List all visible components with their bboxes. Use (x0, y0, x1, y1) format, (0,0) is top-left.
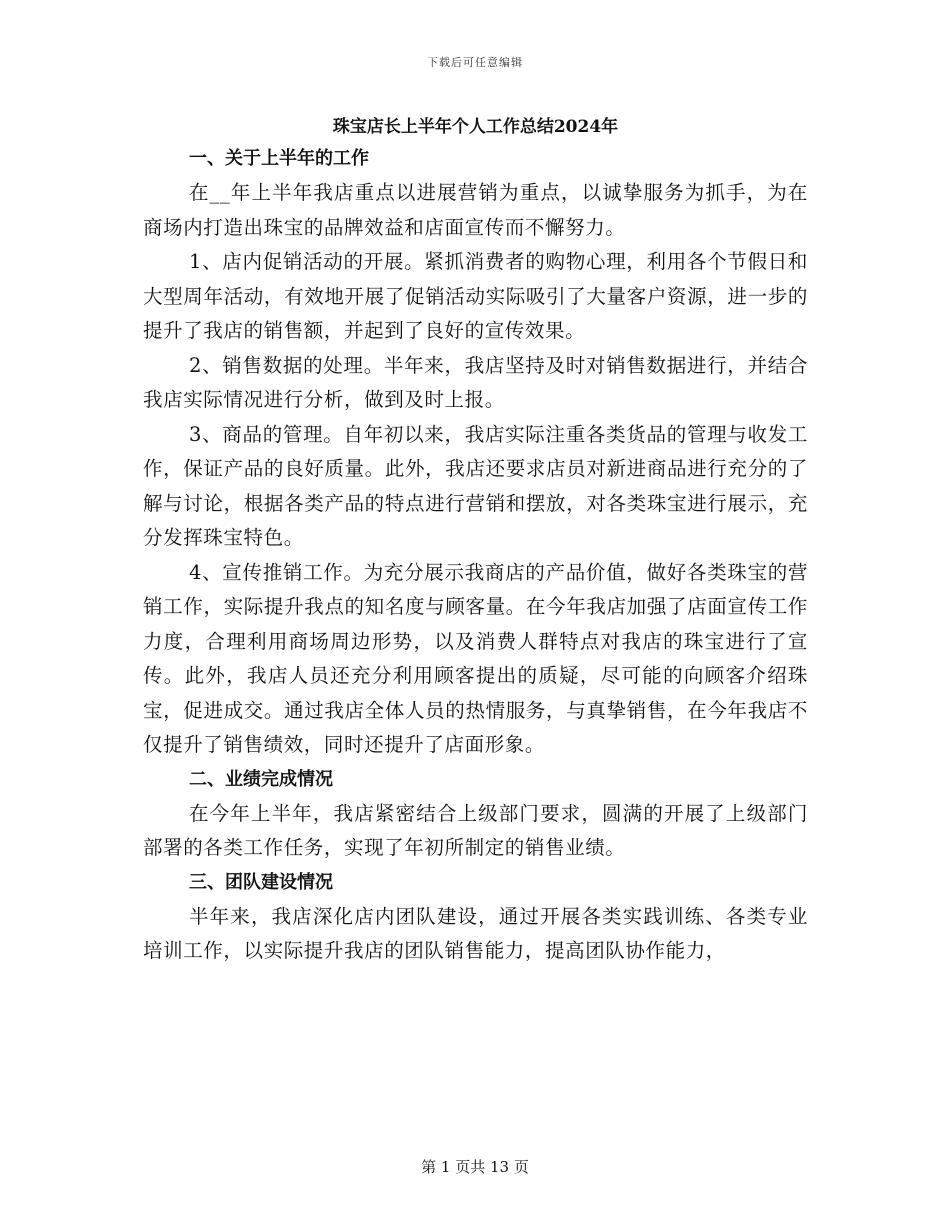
section-1-paragraph-4: 3、商品的管理。自年初以来，我店实际注重各类货品的管理与收发工作，保证产品的良好质量。此外，我店还要求店员对新进商品进行充分的了解与讨论，根据各类产品的特点进行营销和摆放，对各类珠宝进行展示，充分发挥珠宝特色。 (143, 422, 808, 549)
document-body (143, 112, 808, 969)
section-1-paragraph-5: 4、宣传推销工作。为充分展示我商店的产品价值，做好各类珠宝的营销工作，实际提升我点的知名度与顾客量。在今年我店加强了店面宣传工作力度，合理利用商场周边形势，以及消费人群特点对我店的珠宝进行了宣传。此外，我店人员还充分利用顾客提出的质疑，尽可能的向顾客介绍珠宝，促进成交。通过我店全体人员的热情服务，与真挚销售，在今年我店不仅提升了销售绩效，同时还提升了店面形象。 (143, 560, 808, 756)
section-1-paragraph-2: 1、店内促销活动的开展。紧抓消费者的购物心理，利用各个节假日和大型周年活动，有效地开展了促销活动实际吸引了大量客户资源，进一步的提升了我店的销售额，并起到了良好的宣传效果。 (143, 250, 808, 342)
page-footer: 第 1 页共 13 页 (421, 1158, 529, 1176)
section-heading-2: 二、业绩完成情况 (189, 768, 333, 790)
section-heading-1: 一、关于上半年的工作 (189, 148, 369, 169)
document-title: 珠宝店长上半年个人工作总结2024年 (332, 117, 619, 137)
section-2-paragraph-1: 在今年上半年，我店紧密结合上级部门要求，圆满的开展了上级部门部署的各类工作任务，实现了年初所制定的销售业绩。 (143, 801, 808, 859)
section-1-paragraph-1: 在__年上半年我店重点以进展营销为重点，以诚挚服务为抓手，为在商场内打造出珠宝的品牌效益和店面宣传而不懈努力。 (143, 181, 808, 239)
section-1-paragraph-3: 2、销售数据的处理。半年来，我店坚持及时对销售数据进行，并结合我店实际情况进行分析，做到及时上报。 (143, 353, 808, 411)
section-3-paragraph-1: 半年来，我店深化店内团队建设，通过开展各类实践训练、各类专业培训工作，以实际提升我店的团队销售能力，提高团队协作能力， (143, 904, 808, 962)
section-heading-3: 三、团队建设情况 (189, 871, 333, 893)
page-header: 下载后可任意编辑 (427, 56, 523, 69)
